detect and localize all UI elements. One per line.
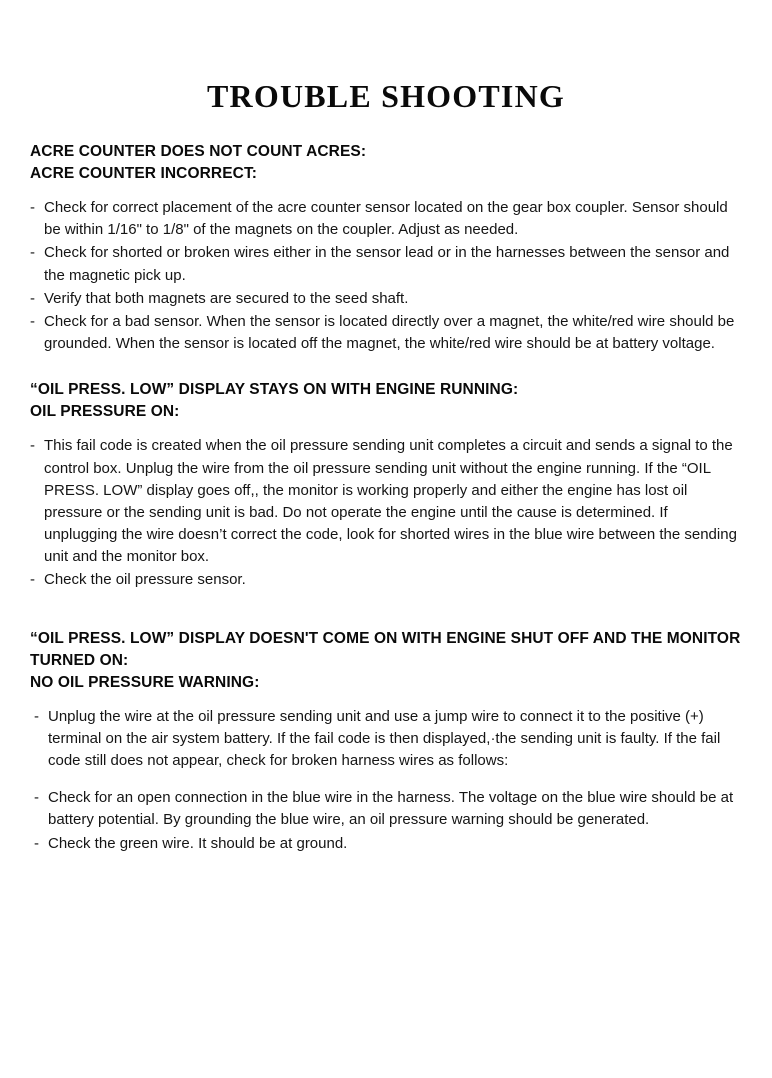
list-item-text: Verify that both magnets are secured to the seed shaft. xyxy=(44,289,409,307)
list-item xyxy=(30,288,742,310)
bullet-list xyxy=(34,706,742,855)
section-acre-counter xyxy=(30,141,742,355)
list-item xyxy=(30,197,742,241)
list-item xyxy=(34,706,742,773)
list-item-text: Check for an open connection in the blue wire in the harness. The voltage on the blue wire should be at battery potential. By grounding the blue wire, an oil pressure warning should be generated. xyxy=(48,789,734,829)
spacer xyxy=(30,594,742,628)
bullet-marker: - xyxy=(30,437,35,455)
list-item-text: Check the green wire. It should be at ground. xyxy=(48,834,348,852)
bullet-marker: - xyxy=(30,289,35,307)
bullet-marker: - xyxy=(34,789,39,807)
bullet-list xyxy=(30,197,742,355)
list-item-text: Check the oil pressure sensor. xyxy=(44,571,246,589)
list-item xyxy=(34,787,742,831)
list-item-text: Check for a bad sensor. When the sensor is located directly over a magnet, the white/red wire should be grounded. When the sensor is located off the magnet, the white/red wire should be at battery voltage. xyxy=(44,312,735,353)
section-heading: “OIL PRESS. LOW” DISPLAY DOESN'T COME ON WITH ENGINE SHUT OFF AND THE MONITOR TURNED ON: xyxy=(30,629,741,669)
bullet-marker: - xyxy=(34,834,39,852)
bullet-marker: - xyxy=(30,312,35,330)
bullet-marker: - xyxy=(30,199,35,216)
spacer xyxy=(34,773,742,787)
list-item xyxy=(30,435,742,568)
spacer xyxy=(30,357,742,379)
section-oil-press-low-doesnt-come-on xyxy=(30,628,742,855)
list-item xyxy=(34,833,742,855)
section-subheading: NO OIL PRESSURE WARNING: xyxy=(30,673,260,691)
list-item-text: Check for correct placement of the acre counter sensor located on the gear box coupler. Sensor should be within 1/16" to 1/8" of the magnets on the coupler. Adjust as needed. xyxy=(44,199,728,239)
list-item xyxy=(30,242,742,286)
list-item-text: This fail code is created when the oil pressure sending unit completes a circuit and sends a signal to the control box. Unplug the wire from the oil pressure sending unit without the engine running. If the “OIL PRESS. LOW” display goes off,, the monitor is working properly and either the engine has lost oil pressure or the sending unit is bad. Do not operate the engine until the cause is determined. If unplugging the wire doesn’t correct the code, look for shorted wires in the blue wire between the sending unit and the monitor box. xyxy=(44,437,737,566)
page-title: TROUBLE SHOOTING xyxy=(207,78,565,114)
bullet-marker: - xyxy=(30,244,35,262)
list-item xyxy=(30,569,742,591)
section-subheading: ACRE COUNTER INCORRECT: xyxy=(30,165,258,182)
list-item-text: Check for shorted or broken wires either in the sensor lead or in the harnesses between the sensor and the magnetic pick up. xyxy=(44,244,730,284)
document-page xyxy=(0,78,772,1078)
bullet-marker: - xyxy=(34,707,39,725)
section-heading: “OIL PRESS. LOW” DISPLAY STAYS ON WITH ENGINE RUNNING: xyxy=(30,381,519,399)
list-item-text: Unplug the wire at the oil pressure sending unit and use a jump wire to connect it to the positive (+) terminal on the air system battery. If the fail code is then displayed,·the sending unit is faulty. If the fail code still does not appear, check for broken harness wires as follows: xyxy=(48,707,721,769)
document-body xyxy=(30,141,742,855)
list-item xyxy=(30,311,742,355)
section-subheading: OIL PRESSURE ON: xyxy=(30,403,180,421)
section-heading: ACRE COUNTER DOES NOT COUNT ACRES: xyxy=(30,143,367,160)
bullet-list xyxy=(30,435,742,591)
bullet-marker: - xyxy=(30,571,35,589)
section-oil-press-low-stays-on xyxy=(30,379,742,591)
